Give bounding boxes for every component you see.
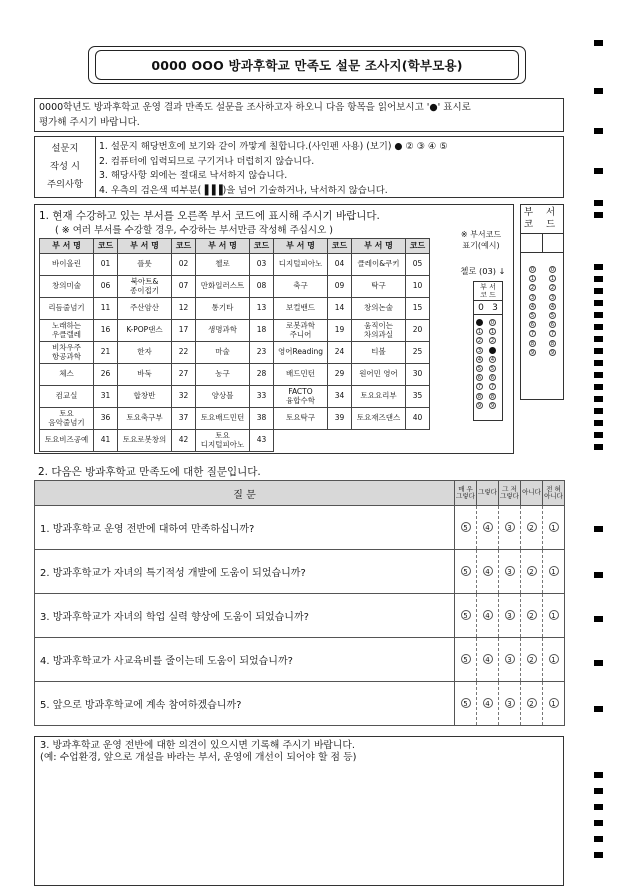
timing-mark	[594, 288, 603, 294]
department-name: 토요 디지털피아노	[196, 430, 250, 452]
department-name: 창의논술	[352, 298, 406, 320]
department-name: 컴교실	[40, 386, 94, 408]
department-code: 31	[94, 386, 118, 408]
code-example-box	[473, 281, 503, 421]
department-code: 01	[94, 254, 118, 276]
timing-mark	[594, 128, 603, 134]
rating-cell	[499, 682, 521, 726]
instruction-item: 4. 우측의 검은색 띠부분(▐▐▐)을 넘어 기술하거나, 낙서하지 않습니다.	[99, 184, 388, 196]
timing-mark	[594, 772, 603, 778]
rating-cell	[477, 506, 499, 550]
digit-bubble[interactable]: 4	[550, 303, 555, 310]
department-name: 토요배드민턴	[196, 408, 250, 430]
timing-mark	[594, 432, 603, 438]
department-name: 토요 음악줄넘기	[40, 408, 94, 430]
rating-cell	[543, 638, 565, 682]
department-code: 33	[250, 386, 274, 408]
digit-bubble: 9	[490, 402, 495, 409]
intro-text	[34, 98, 564, 132]
department-name: 보컬밴드	[274, 298, 328, 320]
department-code: 22	[172, 342, 196, 364]
rating-cell	[455, 506, 477, 550]
option-header: 그렇다	[477, 481, 499, 506]
digit-bubble[interactable]: 7	[550, 331, 555, 338]
rating-cell	[477, 682, 499, 726]
timing-mark	[594, 836, 603, 842]
department-code-header: 부 서 코 드	[521, 205, 563, 234]
department-code: 28	[250, 364, 274, 386]
department-name: 영어Reading	[274, 342, 328, 364]
rating-bubble[interactable]: 3	[505, 610, 515, 620]
department-row	[40, 342, 430, 364]
timing-mark	[594, 526, 603, 532]
digit-bubble[interactable]: 6	[550, 322, 555, 329]
rating-bubble[interactable]: 4	[483, 654, 493, 664]
department-code: 37	[172, 408, 196, 430]
section1-title: 1. 현재 수강하고 있는 부서를 오른쪽 부서 코드에 표시해 주시기 바랍니다.	[39, 210, 380, 222]
timing-mark	[594, 88, 603, 94]
rating-bubble[interactable]: 2	[527, 698, 537, 708]
department-code: 16	[94, 320, 118, 342]
department-code: 07	[172, 276, 196, 298]
question-row	[35, 638, 565, 682]
question-row	[35, 594, 565, 638]
rating-cell	[499, 594, 521, 638]
rating-bubble[interactable]: 3	[505, 566, 515, 576]
timing-mark	[594, 300, 603, 306]
rating-bubble[interactable]: 4	[483, 566, 493, 576]
department-code: 40	[406, 408, 430, 430]
rating-bubble[interactable]: 3	[505, 698, 515, 708]
department-name: 체스	[40, 364, 94, 386]
rating-bubble[interactable]: 5	[461, 566, 471, 576]
timing-mark	[594, 168, 603, 174]
instructions-label-line: 작성 시	[50, 161, 80, 172]
digit-bubble[interactable]: 1	[530, 276, 535, 283]
department-name: 마술	[196, 342, 250, 364]
digit-bubble: 1	[477, 329, 482, 336]
timing-mark	[594, 264, 603, 270]
rating-bubble[interactable]: 1	[549, 566, 559, 576]
digit-bubble[interactable]: 6	[530, 322, 535, 329]
page-title: 0000 OOO 방과후학교 만족도 설문 조사지(학부모용)	[95, 50, 519, 80]
rating-cell	[543, 506, 565, 550]
department-code: 12	[172, 298, 196, 320]
department-name: 북아트& 종이접기	[118, 276, 172, 298]
digit-bubble: 1	[490, 329, 495, 336]
digit-bubble	[476, 319, 483, 326]
department-name: 창의미술	[40, 276, 94, 298]
department-name: 토요로봇창의	[118, 430, 172, 452]
code-example-note: ※ 부서코드 표기(예시)	[460, 230, 502, 250]
department-code: 27	[172, 364, 196, 386]
department-name: FACTO 융합수학	[274, 386, 328, 408]
timing-mark	[594, 852, 603, 858]
timing-mark	[594, 820, 603, 826]
question-text: 5. 앞으로 방과후학교에 계속 참여하겠습니까?	[35, 682, 455, 726]
department-name: 토요탁구	[274, 408, 328, 430]
rating-cell	[455, 550, 477, 594]
rating-cell	[543, 682, 565, 726]
satisfaction-header-row	[35, 481, 565, 506]
department-code: 25	[406, 342, 430, 364]
department-name-header: 부 서 명	[352, 239, 406, 254]
timing-mark	[594, 408, 603, 414]
department-name: 토요요리부	[352, 386, 406, 408]
department-code: 10	[406, 276, 430, 298]
rating-bubble[interactable]: 1	[549, 654, 559, 664]
code-example-digit: 0	[478, 302, 484, 313]
empty-cell	[274, 430, 430, 452]
department-code: 18	[250, 320, 274, 342]
rating-cell	[521, 506, 543, 550]
section3-title: 3. 방과후학교 운영 전반에 대한 의견이 있으시면 기록해 주시기 바랍니다.	[40, 740, 355, 751]
department-row	[40, 408, 430, 430]
department-name: 만화일러스트	[196, 276, 250, 298]
timing-mark	[594, 312, 603, 318]
rating-cell	[521, 550, 543, 594]
instructions-label	[35, 137, 96, 197]
department-code-box	[520, 204, 564, 400]
department-code: 38	[250, 408, 274, 430]
digit-bubble[interactable]: 0	[550, 267, 555, 274]
timing-mark	[594, 336, 603, 342]
department-code: 17	[172, 320, 196, 342]
code-example-header: 부 서 코 드	[474, 282, 502, 301]
digit-bubble[interactable]: 0	[530, 267, 535, 274]
department-code: 41	[94, 430, 118, 452]
rating-cell	[521, 594, 543, 638]
department-name: 디지털피아노	[274, 254, 328, 276]
rating-bubble[interactable]: 1	[549, 522, 559, 532]
instructions-label-line: 설문지	[51, 143, 79, 154]
code-example-digits	[474, 301, 502, 315]
digit-bubble: 7	[490, 384, 495, 391]
rating-cell	[499, 550, 521, 594]
department-code: 21	[94, 342, 118, 364]
digit-bubble[interactable]: 1	[550, 276, 555, 283]
department-name: 합창반	[118, 386, 172, 408]
digit-bubble: 4	[477, 356, 482, 363]
rating-cell	[477, 550, 499, 594]
digit-bubble	[489, 347, 496, 354]
digit-bubble[interactable]: 2	[530, 285, 535, 292]
department-name: K-POP댄스	[118, 320, 172, 342]
department-code: 36	[94, 408, 118, 430]
department-name: 토요재즈댄스	[352, 408, 406, 430]
department-name-header: 부 서 명	[196, 239, 250, 254]
department-name: 한자	[118, 342, 172, 364]
rating-cell	[455, 682, 477, 726]
rating-bubble[interactable]: 1	[549, 610, 559, 620]
rating-bubble[interactable]: 3	[505, 522, 515, 532]
digit-bubble: 6	[490, 375, 495, 382]
rating-bubble[interactable]: 4	[483, 522, 493, 532]
code-example-label: 첼로 (03) ↓	[460, 266, 506, 276]
digit-bubble[interactable]: 9	[550, 349, 555, 356]
timing-mark	[594, 444, 603, 450]
department-row	[40, 364, 430, 386]
department-name: 탁구	[352, 276, 406, 298]
intro-line-2: 평가해 주시기 바랍니다.	[39, 117, 140, 128]
department-code: 09	[328, 276, 352, 298]
department-code: 39	[328, 408, 352, 430]
department-code: 34	[328, 386, 352, 408]
department-code-bubbles-ones[interactable]	[549, 265, 556, 357]
code-example-bubbles-ones	[489, 318, 496, 410]
department-code: 03	[250, 254, 274, 276]
department-row	[40, 320, 430, 342]
rating-cell	[477, 638, 499, 682]
department-code-header-cell: 코드	[172, 239, 196, 254]
department-code: 30	[406, 364, 430, 386]
department-code-header-cell: 코드	[250, 239, 274, 254]
department-code: 32	[172, 386, 196, 408]
rating-bubble[interactable]: 1	[549, 698, 559, 708]
rating-cell	[477, 594, 499, 638]
department-row	[40, 298, 430, 320]
digit-bubble: 0	[490, 320, 495, 327]
digit-bubble[interactable]: 4	[530, 303, 535, 310]
timing-mark	[594, 200, 603, 206]
department-header-row	[40, 239, 430, 254]
department-name: 티볼	[352, 342, 406, 364]
department-code: 11	[94, 298, 118, 320]
question-text: 4. 방과후학교가 사교육비를 줄이는데 도움이 되었습니까?	[35, 638, 455, 682]
section2-title: 2. 다음은 방과후학교 만족도에 대한 질문입니다.	[38, 466, 261, 478]
intro-line-1: 0000학년도 방과후학교 운영 결과 만족도 설문을 조사하고자 하오니 다음 항목을 읽어보시고 '●' 표시로	[39, 102, 471, 113]
department-code: 05	[406, 254, 430, 276]
section1-subtitle: ( ※ 여러 부서를 수강할 경우, 수강하는 부서만큼 작성해 주십시오 )	[55, 225, 334, 236]
rating-bubble[interactable]: 3	[505, 654, 515, 664]
department-row	[40, 386, 430, 408]
department-row	[40, 430, 430, 452]
question-text: 3. 방과후학교가 자녀의 학업 실력 향상에 도움이 되었습니까?	[35, 594, 455, 638]
code-example-digit: 3	[492, 302, 498, 313]
department-code-entry[interactable]	[521, 234, 563, 253]
rating-cell	[521, 638, 543, 682]
option-header: 매 우 그렇다	[455, 481, 477, 506]
timing-mark	[594, 788, 603, 794]
digit-bubble[interactable]: 3	[550, 294, 555, 301]
rating-bubble[interactable]: 4	[483, 698, 493, 708]
digit-bubble: 7	[477, 384, 482, 391]
timing-mark	[594, 420, 603, 426]
instructions-box	[34, 136, 564, 198]
rating-cell	[543, 594, 565, 638]
comment-box[interactable]	[34, 736, 564, 886]
department-code: 35	[406, 386, 430, 408]
department-code: 42	[172, 430, 196, 452]
department-name: 클레이&쿠키	[352, 254, 406, 276]
department-code: 08	[250, 276, 274, 298]
department-name: 바이올린	[40, 254, 94, 276]
department-code-header-cell: 코드	[406, 239, 430, 254]
rating-bubble[interactable]: 5	[461, 610, 471, 620]
department-name: 토요축구부	[118, 408, 172, 430]
department-name-header: 부 서 명	[274, 239, 328, 254]
timing-mark	[594, 40, 603, 46]
department-table	[39, 238, 430, 452]
department-name: 원어민 영어	[352, 364, 406, 386]
department-name: 움직이는 차의과실	[352, 320, 406, 342]
department-name: 양상블	[196, 386, 250, 408]
rating-cell	[499, 638, 521, 682]
question-row	[35, 682, 565, 726]
option-header: 아니다	[521, 481, 543, 506]
department-code: 02	[172, 254, 196, 276]
rating-bubble[interactable]: 5	[461, 698, 471, 708]
rating-cell	[499, 506, 521, 550]
digit-bubble: 2	[490, 338, 495, 345]
code-example-bubbles-tens	[476, 318, 483, 410]
digit-bubble: 5	[490, 366, 495, 373]
department-name: 첼로	[196, 254, 250, 276]
digit-bubble: 2	[477, 338, 482, 345]
department-name: 노래하는 우클렐레	[40, 320, 94, 342]
department-code-header-cell: 코드	[94, 239, 118, 254]
instructions-list	[99, 140, 448, 198]
department-code-bubbles-tens[interactable]	[529, 265, 536, 357]
rating-bubble[interactable]: 4	[483, 610, 493, 620]
department-name: 농구	[196, 364, 250, 386]
digit-bubble: 4	[490, 356, 495, 363]
digit-bubble: 5	[477, 366, 482, 373]
rating-bubble[interactable]: 2	[527, 610, 537, 620]
department-row	[40, 254, 430, 276]
timing-mark	[594, 660, 603, 666]
question-text: 2. 방과후학교가 자녀의 특기적성 개발에 도움이 되었습니까?	[35, 550, 455, 594]
digit-bubble: 9	[477, 402, 482, 409]
question-row	[35, 506, 565, 550]
department-section	[34, 204, 514, 454]
question-text: 1. 방과후학교 운영 전반에 대하여 만족하십니까?	[35, 506, 455, 550]
department-code: 14	[328, 298, 352, 320]
department-name-header: 부 서 명	[40, 239, 94, 254]
rating-cell	[543, 550, 565, 594]
department-code: 04	[328, 254, 352, 276]
timing-mark	[594, 348, 603, 354]
department-name: 토요비즈공예	[40, 430, 94, 452]
department-code: 23	[250, 342, 274, 364]
digit-bubble: 3	[477, 347, 482, 354]
department-name: 주산암산	[118, 298, 172, 320]
digit-bubble[interactable]: 2	[550, 285, 555, 292]
department-name: 통기타	[196, 298, 250, 320]
rating-bubble[interactable]: 5	[461, 654, 471, 664]
digit-bubble: 8	[490, 393, 495, 400]
rating-bubble[interactable]: 2	[527, 654, 537, 664]
digit-bubble[interactable]: 9	[530, 349, 535, 356]
timing-mark	[594, 212, 603, 218]
timing-mark	[594, 572, 603, 578]
department-code: 20	[406, 320, 430, 342]
rating-bubble[interactable]: 2	[527, 522, 537, 532]
department-code: 19	[328, 320, 352, 342]
satisfaction-table	[34, 480, 565, 726]
department-name: 로봇과학 주니어	[274, 320, 328, 342]
department-name: 플룻	[118, 254, 172, 276]
rating-bubble[interactable]: 2	[527, 566, 537, 576]
instruction-item: 3. 해당사항 외에는 절대로 낙서하지 않습니다.	[99, 170, 288, 181]
rating-bubble[interactable]: 5	[461, 522, 471, 532]
timing-mark	[594, 360, 603, 366]
digit-bubble[interactable]: 5	[550, 313, 555, 320]
department-code: 29	[328, 364, 352, 386]
digit-bubble[interactable]: 8	[530, 340, 535, 347]
rating-cell	[455, 594, 477, 638]
digit-bubble[interactable]: 8	[550, 340, 555, 347]
question-column-header: 질 문	[35, 481, 455, 506]
timing-mark	[594, 324, 603, 330]
department-code: 26	[94, 364, 118, 386]
timing-mark	[594, 396, 603, 402]
department-name: 비차우주 항공과학	[40, 342, 94, 364]
digit-bubble: 6	[477, 375, 482, 382]
rating-cell	[455, 638, 477, 682]
timing-mark	[594, 372, 603, 378]
timing-mark	[594, 706, 603, 712]
department-name: 바둑	[118, 364, 172, 386]
timing-mark	[594, 616, 603, 622]
instruction-item: 2. 컴퓨터에 입력되므로 구기거나 더럽히지 않습니다.	[99, 155, 315, 167]
department-code-header-cell: 코드	[328, 239, 352, 254]
department-code: 06	[94, 276, 118, 298]
digit-bubble[interactable]: 7	[530, 331, 535, 338]
department-name: 리듬줄넘기	[40, 298, 94, 320]
rating-cell	[521, 682, 543, 726]
instructions-label-line: 주의사항	[47, 179, 83, 190]
option-header: 그 저 그렇다	[499, 481, 521, 506]
department-name: 배드민턴	[274, 364, 328, 386]
department-name: 생명과학	[196, 320, 250, 342]
department-row	[40, 276, 430, 298]
timing-mark	[594, 804, 603, 810]
digit-bubble[interactable]: 5	[530, 313, 535, 320]
digit-bubble: 8	[477, 393, 482, 400]
department-code: 43	[250, 430, 274, 452]
timing-mark	[594, 276, 603, 282]
department-name: 축구	[274, 276, 328, 298]
instruction-item: 1. 설문지 해당번호에 보기와 같이 까맣게 칠합니다.(사인펜 사용) (보기) ● ② ③ ④ ⑤	[99, 141, 448, 152]
section3-example: (예: 수업환경, 앞으로 개설을 바라는 부서, 운영에 개선이 되어야 할 점 등)	[40, 752, 357, 763]
timing-mark	[594, 384, 603, 390]
option-header: 전 혀 아니다	[543, 481, 565, 506]
question-row	[35, 550, 565, 594]
department-name-header: 부 서 명	[118, 239, 172, 254]
department-code: 13	[250, 298, 274, 320]
digit-bubble[interactable]: 3	[530, 294, 535, 301]
department-code: 15	[406, 298, 430, 320]
department-code: 24	[328, 342, 352, 364]
